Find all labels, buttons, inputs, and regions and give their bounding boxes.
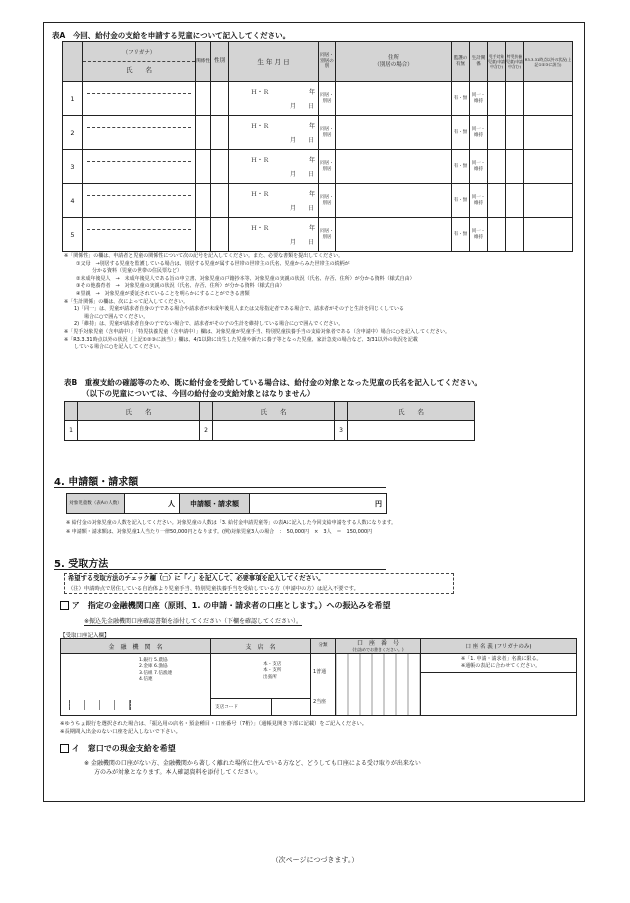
amount-field[interactable]: 円 — [250, 494, 387, 514]
footer-continue: （次ページにつづきます。） — [271, 856, 359, 864]
section-4-title: 4. 申請額・請求額 — [54, 477, 139, 488]
amount-table: 対象児童数（表Aの人数） 人 申請額・請求額 円 — [66, 493, 387, 514]
child-count-field[interactable]: 人 — [125, 494, 180, 514]
table-a-notes: ※「関係性」の欄は、申請者と児童の関係性について次の記号を記入してください。また、必要な書類を提出してください。 ①父母 →別居する児童を監護している場合は、別居する児童が属する世帯の世帯主の氏名、児童からみた世帯主の続柄が 分かる資料（児童の世帯の住民票など） ②未成年後見人 → 未成年後見人である旨の申立書、対象児童の戸籍抄本等、対象児童の実親の状況（氏名、存否、住所）が分かる資料（様式自由） ③その他養育者 → 対象児童の実親の状況（氏名、存否、住所）が分かる資料（様式自由） ④里親 → 対象児童が委託されていることを明らかにすることができる書類 ※「生計関係」の欄は、次によって記入してください。 1)「同一」は、児童が請求者自身の子である場合や請求者が未成年後見人または父母指定者である場合で、請求者がその子と生計を同じくしている 場合に○で囲んでください。 2)「維持」は、児童が請求者自身の子でない場合で、請求者がその子の生計を維持している場合に○で囲んでください。 ※「児手対象児童（含申請中）」「特児扶養児童（含申請中）」欄は、対象児童が児童手当、特別児童扶養手当の支給対象者である（含申請中）場合に○を記入してください。 ※「R3.3.31時点以外の状況（上記①②③に該当）」欄は、4/1以降に出生した児童や新たに養子等となった児童、家計急変の場合など、3/31以外の状況を記載 している場合に○を記入してください。 — [64, 253, 451, 351]
table-a-row: 3 Ｈ・Ｒ 年 月 日 同居・別居 有・無 同一・維持 — [63, 150, 573, 184]
sex-cell[interactable] — [211, 82, 229, 116]
option-b-checkbox[interactable] — [60, 744, 69, 753]
table-a-row: 5 Ｈ・Ｒ 年 月 日 同居・別居 有・無 同一・維持 — [63, 218, 573, 252]
address-cell[interactable] — [336, 150, 452, 184]
sex-cell[interactable] — [211, 150, 229, 184]
relation-cell[interactable] — [196, 184, 211, 218]
address-cell[interactable] — [336, 116, 452, 150]
section-4-rule — [54, 487, 386, 488]
prior-child-name-3[interactable] — [348, 421, 475, 441]
table-a-row: 4 Ｈ・Ｒ 年 月 日 同居・別居 有・無 同一・維持 — [63, 184, 573, 218]
prior-child-name-2[interactable] — [213, 421, 335, 441]
sex-cell[interactable] — [211, 218, 229, 252]
table-a-row: 2 Ｈ・Ｒ 年 月 日 同居・別居 有・無 同一・維持 — [63, 116, 573, 150]
address-cell[interactable] — [336, 218, 452, 252]
table-a — [62, 41, 573, 252]
table-a-header: （フリガナ） 氏 名 関係性 性別 生 年 月 日 同居・別居の別 住所 （別居の場合） 監護の有無 生計関係 児手対象児童(申請中含む) 特児扶養児童(申請中含む) R3.3.31時点以外の状況(上記①②③に該当) — [63, 42, 573, 82]
bank-box-label: 【受取口座記入欄】 — [60, 633, 110, 639]
option-a-note: ※振込先金融機関口座確認書類を添付してください（下欄を確認してください）。 — [84, 618, 303, 625]
option-a: ア 指定の金融機関口座（原則、1. の申請・請求者の口座とします。）への振込みを希望 — [60, 600, 391, 611]
bank-notes: ※ゆうちょ銀行を選択された場合は、「振込用の店名・預金種目・口座番号（7桁）」（通帳見開き下部に記載）をご記入ください。 ※長期間入出金のない口座を記入しないで下さい。 — [60, 721, 368, 735]
sex-cell[interactable] — [211, 116, 229, 150]
form-page — [43, 22, 585, 802]
relation-cell[interactable] — [196, 218, 211, 252]
prior-child-name-1[interactable] — [78, 421, 200, 441]
table-a-row: 1 Ｈ・Ｒ 年 月 日 同居・別居 有・無 同一・維持 — [63, 82, 573, 116]
relation-cell[interactable] — [196, 82, 211, 116]
account-type-field[interactable]: 1普通 2当座 — [311, 654, 336, 716]
branch-name-field[interactable]: 本・支店 本・支所 出張所 支店コード — [211, 654, 311, 716]
option-b-note: ※ 金融機関の口座がない方、金融機関から著しく離れた場所に住んでいる方など、どうしても口座による受け取りが出来ない 方のみが対象となります。本人確認資料を添付してください。 — [84, 760, 421, 776]
option-b: イ 窓口での現金支給を希望 — [60, 743, 176, 754]
sex-cell[interactable] — [211, 184, 229, 218]
bank-name-field[interactable]: 1.銀行 5.農協 2.金庫 6.漁協 3.信組 7.信漁連 4.信連 — [61, 654, 211, 716]
section-5-title: 5. 受取方法 — [54, 559, 109, 570]
relation-cell[interactable] — [196, 116, 211, 150]
table-a-caption: 表A 今回、給付金の支給を申請する児童について記入してください。 — [52, 31, 291, 40]
bank-table: 金 融 機 関 名 支 店 名 分類 口 座 番 号 (右詰めでお書きください。) 口 座 名 義 (フリガナのみ) 1.銀行 5.農協 2.金庫 6.漁協 3.信組 7.信漁連 4.信連 本・支店 本・支所 出張所 支店コード 1普通 2当座 ※「1. 申請・請求者」名義に限る。 ※通帳の表記に合わせてください。 — [60, 638, 577, 716]
account-number-field[interactable] — [336, 654, 421, 716]
address-cell[interactable] — [336, 82, 452, 116]
instruction-box: 希望する受取方法のチェック欄（□）に「✓」を記入して、必要事項を記入してください。 （注）申請時点で居住している自治体より児童手当、特別児童扶養手当を受給している方（申請中の方）は記入不要です。 — [64, 573, 454, 594]
table-b-caption: 表B 重複支給の確認等のため、既に給付金を受給している場合は、給付金の対象となった児童の氏名を記入してください。 （以下の児童については、今回の給付金の支給対象とはなりません） — [64, 378, 482, 398]
section-4-notes: ※ 給付金の対象児童の人数を記入してください。対象児童の人数は「3. 給付金申請児童等」の表Aに記入した今回支給申請をする人数になります。 ※ 申請額・請求額は、対象児童1人当たり一律50,000円となります。(例)対象児童3人の場合 ： 50,000円 × 3人 ＝ 150,000円 — [66, 520, 397, 535]
address-cell[interactable] — [336, 184, 452, 218]
section-5-rule — [54, 569, 386, 570]
relation-cell[interactable] — [196, 150, 211, 184]
option-a-checkbox[interactable] — [60, 601, 69, 610]
table-b: 氏 名 氏 名 氏 名 1 2 3 — [64, 401, 475, 441]
account-holder-field[interactable]: ※「1. 申請・請求者」名義に限る。 ※通帳の表記に合わせてください。 — [421, 654, 577, 716]
